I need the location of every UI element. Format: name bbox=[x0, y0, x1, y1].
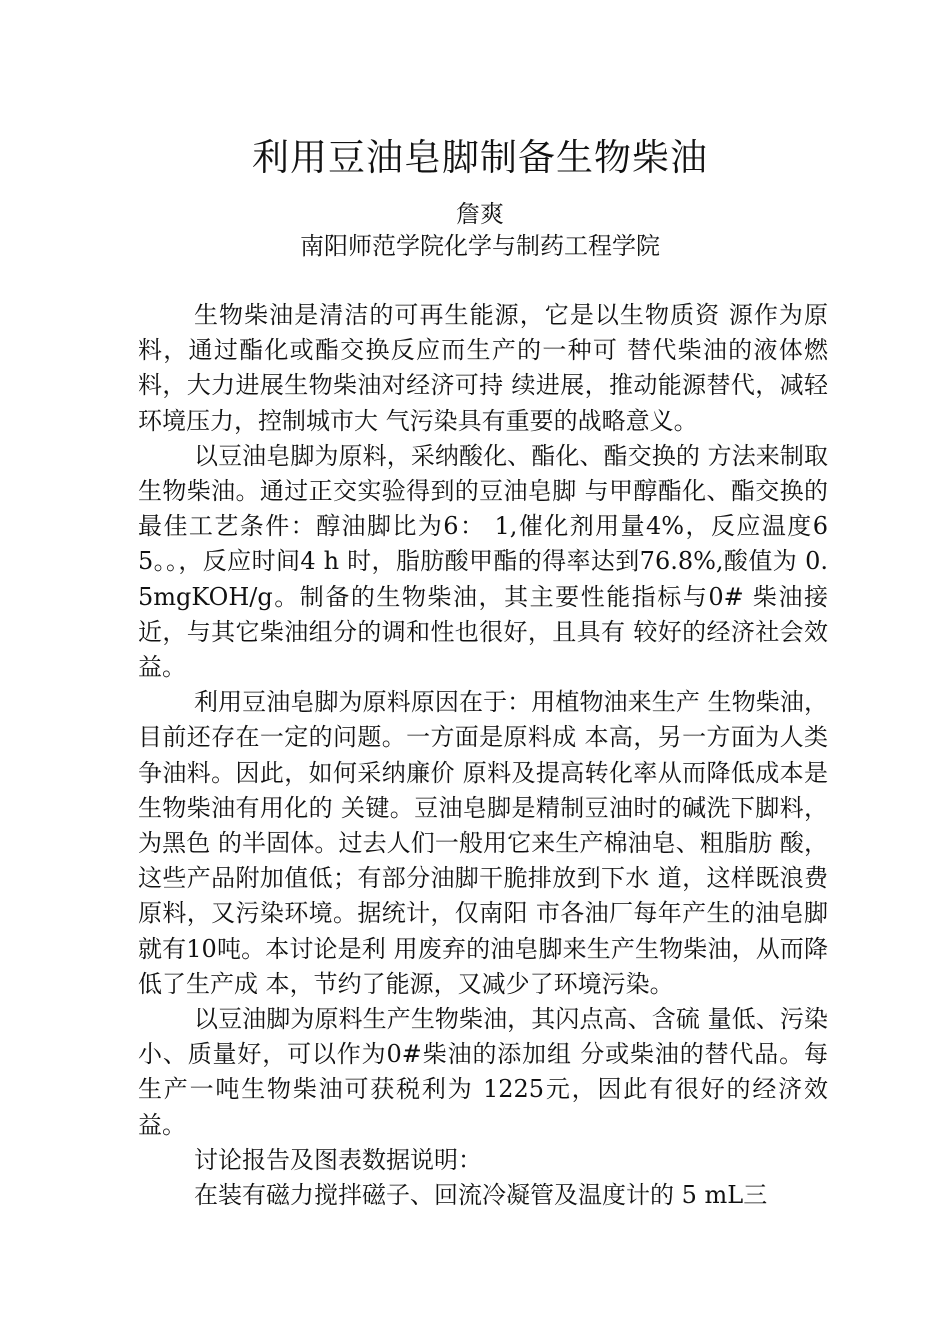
paragraph-method: 以豆油皂脚为原料，采纳酸化、酯化、酯交换的 方法来制取生物柴油。通过正交实验得到的豆油皂脚 与甲醇酯化、酯交换的最佳工艺条件：醇油脚比为6： 1,催化剂用量4%，反应温度65。。，反应时间4 h 时，脂肪酸甲酯的得率达到76.8%,酸值为 0.5mgKOH/g。制备的生物柴油，其主要性能指标与0# 柴油接近，与其它柴油组分的调和性也很好，且具有 较好的经济社会效益。 bbox=[138, 441, 828, 682]
document-body bbox=[138, 298, 828, 1213]
author-name: 詹爽 bbox=[456, 200, 504, 228]
paragraph-benefits: 以豆油脚为原料生产生物柴油，其闪点高、含硫 量低、污染小、质量好，可以作为0#柴油的添加组 分或柴油的替代品。每生产一吨生物柴油可获税利为 1225元，因此有很好的经济效益。 bbox=[138, 1005, 828, 1139]
paragraph-report-heading: 讨论报告及图表数据说明： bbox=[194, 1145, 482, 1174]
author-affiliation: 南阳师范学院化学与制药工程学院 bbox=[300, 232, 660, 260]
paragraph-intro: 生物柴油是清洁的可再生能源，它是以生物质资 源作为原料，通过酯化或酯交换反应而生产的一种可 替代柴油的液体燃料，大力进展生物柴油对经济可持 续进展，推动能源替代，减轻环境压力，控制城市大 气污染具有重要的战略意义。 bbox=[138, 301, 828, 435]
paragraph-procedure: 在装有磁力搅拌磁子、回流冷凝管及温度计的 5 mL三 bbox=[194, 1181, 768, 1210]
paragraph-rationale: 利用豆油皂脚为原料原因在于：用植物油来生产 生物柴油，目前还存在一定的问题。一方面是原料成 本高，另一方面为人类争油料。因此，如何采纳廉价 原料及提高转化率从而降低成本是生物柴油有用化的 关键。豆油皂脚是精制豆油时的碱洗下脚料，为黑色 的半固体。过去人们一般用它来生产棉油皂、粗脂肪 酸，这些产品附加值低；有部分油脚干脆排放到下水 道，这样既浪费原料，又污染环境。据统计，仅南阳 市各油厂每年产生的油皂脚就有10吨。本讨论是利 用废弃的油皂脚来生产生物柴油，从而降低了生产成 本，节约了能源，又减少了环境污染。 bbox=[138, 688, 828, 998]
document-title: 利用豆油皂脚制备生物柴油 bbox=[252, 136, 708, 179]
